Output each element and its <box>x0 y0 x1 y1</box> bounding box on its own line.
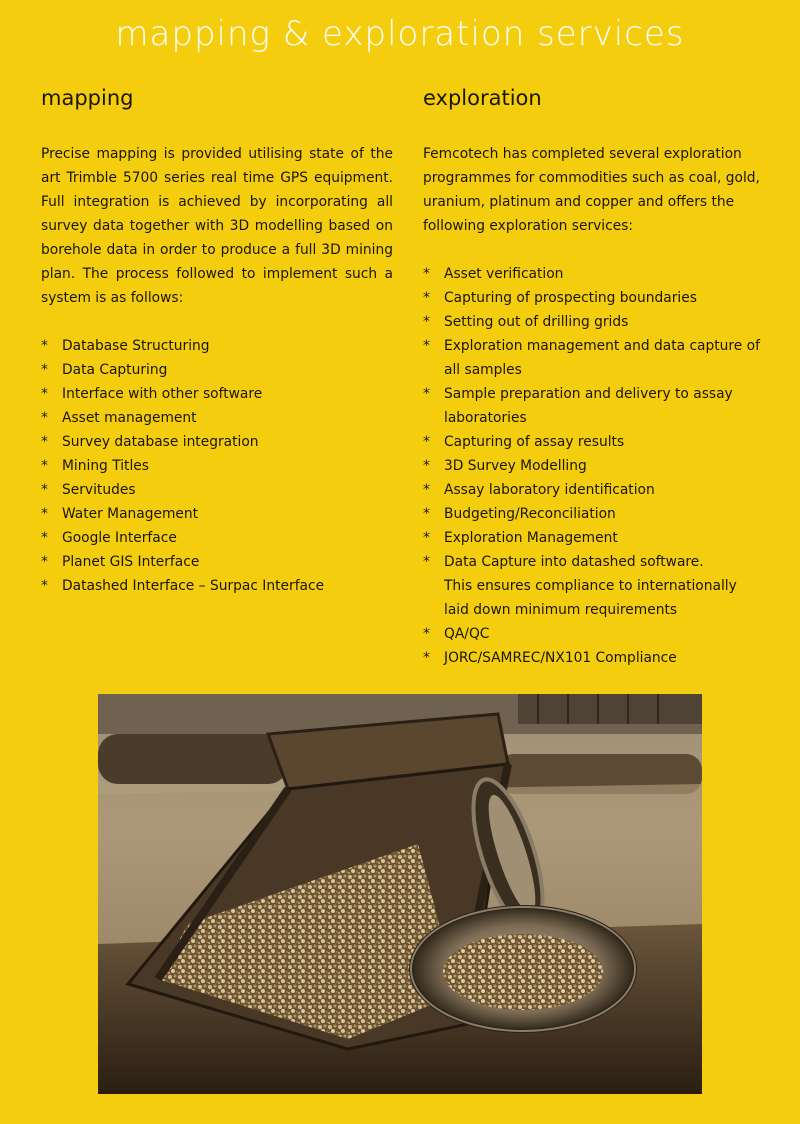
page-title: mapping & exploration services <box>115 14 685 54</box>
bullet-asterisk: * <box>423 506 430 522</box>
bullet-asterisk: * <box>423 290 430 306</box>
bullet-asterisk: * <box>41 578 48 594</box>
mapping-intro: Precise mapping is provided utilising state of the art Trimble 5700 series real time GPS equipment. Full integration is achieved by incorporating all survey data together with 3D modelling based on borehole data in order to produce a full 3D mining plan. The process followed to implement such a system is as follows: <box>41 146 393 306</box>
list-item-text: Survey database integration <box>62 434 259 450</box>
list-item-text: Exploration management and data capture of all samples <box>444 338 760 378</box>
list-item-text: QA/QC <box>444 626 490 642</box>
bullet-asterisk: * <box>41 530 48 546</box>
list-item-note: This ensures compliance to internationally laid down minimum requirements <box>444 578 737 618</box>
bullet-asterisk: * <box>423 554 430 570</box>
list-item <box>41 550 393 574</box>
list-item <box>41 334 393 358</box>
list-item <box>423 622 763 646</box>
bullet-asterisk: * <box>41 458 48 474</box>
list-item-text: Mining Titles <box>62 458 149 474</box>
exploration-section <box>423 86 763 670</box>
bullet-asterisk: * <box>423 386 430 402</box>
list-item <box>423 646 763 670</box>
list-item-text: Budgeting/Reconciliation <box>444 506 616 522</box>
list-item <box>423 478 763 502</box>
list-item-text: Setting out of drilling grids <box>444 314 629 330</box>
list-item <box>41 454 393 478</box>
list-item-text: Datashed Interface – Surpac Interface <box>62 578 325 594</box>
bullet-asterisk: * <box>423 434 430 450</box>
list-item-text: JORC/SAMREC/NX101 Compliance <box>444 650 677 666</box>
bullet-asterisk: * <box>41 506 48 522</box>
list-item-text: Planet GIS Interface <box>62 554 200 570</box>
list-item-text: Data Capture into datashed software. <box>444 554 704 570</box>
list-item-text: Exploration Management <box>444 530 618 546</box>
list-item-text: Google Interface <box>62 530 177 546</box>
list-item-text: Sample preparation and delivery to assay laboratories <box>444 386 733 426</box>
list-item-text: Water Management <box>62 506 199 522</box>
gold-panning-photo <box>98 694 702 1094</box>
bullet-asterisk: * <box>41 338 48 354</box>
list-item <box>423 310 763 334</box>
bullet-asterisk: * <box>423 338 430 354</box>
list-item-text: Interface with other software <box>62 386 263 402</box>
list-item-text: Capturing of assay results <box>444 434 625 450</box>
list-item <box>41 430 393 454</box>
bullet-asterisk: * <box>423 458 430 474</box>
list-item-text: Data Capturing <box>62 362 168 378</box>
list-item <box>423 502 763 526</box>
bullet-asterisk: * <box>41 482 48 498</box>
list-item <box>423 262 763 286</box>
list-item <box>423 526 763 550</box>
mapping-section <box>41 86 393 598</box>
bullet-asterisk: * <box>41 434 48 450</box>
list-item-text: 3D Survey Modelling <box>444 458 587 474</box>
bullet-asterisk: * <box>41 554 48 570</box>
list-item-text: Capturing of prospecting boundaries <box>444 290 697 306</box>
list-item-text: Assay laboratory identification <box>444 482 655 498</box>
list-item <box>41 574 393 598</box>
bullet-asterisk: * <box>41 362 48 378</box>
list-item <box>41 478 393 502</box>
bullet-asterisk: * <box>423 314 430 330</box>
exploration-intro: Femcotech has completed several exploration programmes for commodities such as coal, gold, uranium, platinum and copper and offers the following exploration services: <box>423 146 760 234</box>
list-item <box>423 334 763 382</box>
list-item-text: Servitudes <box>62 482 136 498</box>
bullet-asterisk: * <box>423 626 430 642</box>
list-item-text: Asset management <box>62 410 197 426</box>
list-item-text: Asset verification <box>444 266 564 282</box>
list-item-text: Database Structuring <box>62 338 210 354</box>
list-item <box>41 502 393 526</box>
bullet-asterisk: * <box>423 266 430 282</box>
exploration-list <box>423 262 763 670</box>
exploration-heading: exploration <box>423 86 542 110</box>
list-item <box>41 382 393 406</box>
bullet-asterisk: * <box>423 530 430 546</box>
list-item <box>423 382 763 430</box>
list-item <box>423 430 763 454</box>
list-item <box>41 358 393 382</box>
list-item <box>41 526 393 550</box>
mapping-heading: mapping <box>41 86 134 110</box>
list-item <box>41 406 393 430</box>
bullet-asterisk: * <box>423 650 430 666</box>
bullet-asterisk: * <box>41 410 48 426</box>
bullet-asterisk: * <box>41 386 48 402</box>
list-item <box>423 286 763 310</box>
mapping-list <box>41 334 393 598</box>
list-item <box>423 550 763 622</box>
list-item <box>423 454 763 478</box>
bullet-asterisk: * <box>423 482 430 498</box>
